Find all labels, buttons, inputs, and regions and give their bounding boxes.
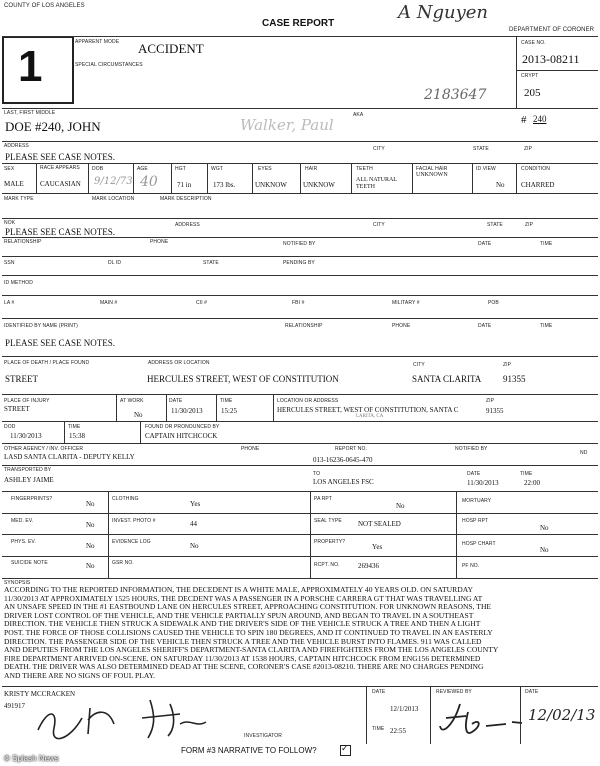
loc-label: LOCATION OR ADDRESS	[277, 398, 339, 404]
death-city-value: SANTA CLARITA	[412, 374, 482, 384]
footer-date-label: DATE	[372, 689, 386, 695]
rev-date-label: DATE	[525, 689, 539, 695]
rcpt-label: RCPT. NO.	[314, 562, 340, 568]
condition-label: CONDITION	[521, 166, 550, 172]
state-label: STATE	[473, 146, 489, 152]
dod-label: DOD	[4, 424, 16, 430]
div-atwork	[116, 394, 117, 421]
race-label: RACE APPEARS	[40, 165, 80, 171]
gsr-label: GSR NO.	[112, 560, 134, 566]
case-no-rule	[516, 70, 598, 71]
div-hair	[351, 163, 352, 193]
apparent-mode-value: ACCIDENT	[138, 41, 204, 56]
rule-dod	[2, 421, 598, 422]
investigator-id: 491917	[4, 702, 25, 710]
mark-location-label: MARK LOCATION	[92, 196, 135, 202]
injury-date-value: 11/30/2013	[171, 407, 203, 415]
reviewer-signature	[436, 696, 526, 742]
synopsis-line: DIRECTION. THE VEHICLE THEN STRUCK A SIDEWALK AND THE DRIVER'S SIDE OF THE VEHICLE STRUCK A TREE AND THEN A LIGHT	[4, 619, 481, 629]
agency-phone-label: PHONE	[241, 446, 260, 452]
place-death-value: STREET	[5, 374, 38, 384]
eyes-value: UNKNOW	[255, 181, 287, 189]
report-no-value: 013-16236-0645-470	[313, 456, 373, 464]
injury-date-label: DATE	[169, 398, 183, 404]
rule-name	[2, 108, 598, 109]
rule-relationship	[2, 237, 598, 238]
investigator-signature	[30, 688, 230, 744]
synopsis-label: SYNOPSIS	[4, 580, 31, 586]
div-wgt	[252, 163, 253, 193]
property-value: Yes	[372, 543, 383, 551]
seal-type-value: NOT SEALED	[358, 520, 401, 528]
case-no-value: 2013-08211	[522, 52, 580, 66]
race-value: CAUCASIAN	[40, 180, 81, 188]
div-hgt	[207, 163, 208, 193]
nok-address-label: ADDRESS	[175, 222, 200, 228]
rule-footer	[2, 686, 598, 687]
case-number-big: 1	[18, 42, 43, 91]
rule-address	[2, 141, 598, 142]
identified-by-label: IDENTIFIED BY NAME (PRINT)	[4, 323, 78, 329]
death-address-label: ADDRESS OR LOCATION	[148, 360, 210, 366]
clothing-value: Yes	[190, 500, 201, 508]
ssn-label: SSN	[4, 260, 15, 266]
mark-type-label: MARK TYPE	[4, 196, 34, 202]
death-zip-value: 91355	[503, 374, 526, 384]
transport-date-label: DATE	[467, 471, 481, 477]
hosp-rpt-value: No	[540, 524, 549, 532]
hair-value: UNKNOW	[303, 181, 335, 189]
rule-nok	[2, 218, 598, 219]
suicide-note-value: No	[86, 562, 95, 570]
med-ev-value: No	[86, 521, 95, 529]
dl-state-label: STATE	[203, 260, 219, 266]
sex-label: SEX	[4, 166, 15, 172]
found-by-label: FOUND OR PRONOUNCED BY	[145, 424, 220, 430]
injury-time-value: 15:25	[221, 407, 237, 415]
cii-label: CII #	[196, 300, 208, 306]
pa-rpt-label: PA RPT	[314, 496, 333, 502]
id-view-label: ID VIEW	[476, 166, 496, 172]
transported-label: TRANSPORTED BY	[4, 467, 52, 473]
case-no-label: CASE NO.	[521, 40, 546, 46]
dl-id-label: DL ID	[108, 260, 122, 266]
special-circumstances-label: SPECIAL CIRCUMSTANCES	[75, 62, 143, 68]
pob-label: POB	[488, 300, 499, 306]
death-address-value: HERCULES STREET, WEST OF CONSTITUTION	[147, 374, 339, 384]
id-method-label: ID METHOD	[4, 280, 33, 286]
report-no-label: REPORT NO.	[335, 446, 367, 452]
fingerprints-value: No	[86, 500, 95, 508]
crypt-value: 205	[524, 87, 541, 99]
injury-zip-value: 91355	[486, 407, 504, 415]
relationship-label: RELATIONSHIP	[4, 239, 42, 245]
rule-death	[2, 356, 598, 357]
div-race	[88, 163, 89, 193]
synopsis-line: AND DEPUTIES FROM THE LOS ANGELES SHERIFF'S DEPARTMENT-SANTA CLARITA AND FIREFIGHTERS FROM THE LOS ANGELES COUNTY	[4, 645, 499, 655]
main-label: MAIN #	[100, 300, 118, 306]
id-relationship-label: RELATIONSHIP	[285, 323, 323, 329]
apparent-mode-label: APPARENT MODE	[75, 39, 120, 45]
div-found	[140, 421, 141, 443]
id-view-value: No	[496, 181, 505, 189]
facial-hair-value: UNKNOWN	[416, 172, 448, 178]
age-value: 40	[140, 174, 158, 190]
phys-ev-label: PHYS. EV.	[11, 539, 36, 545]
dod-time-label: TIME	[68, 424, 81, 430]
div-age	[171, 163, 172, 193]
facial-hair-label: FACIAL HAIR	[416, 166, 448, 172]
ev-row-3	[2, 556, 598, 557]
watermark: © Splash News	[4, 754, 59, 763]
report-title: CASE REPORT	[262, 18, 335, 29]
synopsis-line: AND THERE ARE NO SIGNS OF FOUL PLAY.	[4, 670, 156, 680]
rule-injury	[2, 394, 598, 395]
ev-row-2	[2, 534, 598, 535]
evidence-log-value: No	[190, 542, 199, 550]
suicide-note-label: SUICIDE NOTE	[11, 560, 48, 566]
condition-value: CHARRED	[521, 181, 555, 189]
div-teeth	[412, 163, 413, 193]
div-date	[166, 394, 167, 421]
rule-identified	[2, 318, 598, 319]
wgt-value: 173 lbs.	[213, 181, 236, 189]
wgt-label: WGT	[211, 166, 223, 172]
death-city-label: CITY	[413, 362, 425, 368]
dod-value: 11/30/2013	[10, 432, 42, 440]
div-dob	[133, 163, 134, 193]
phys-ev-value: No	[86, 542, 95, 550]
pf-label: PF NO.	[462, 563, 480, 569]
county-label: COUNTY OF LOS ANGELES	[4, 3, 85, 9]
footer-time-label: TIME	[372, 726, 385, 732]
name-label: LAST, FIRST MIDDLE	[4, 110, 56, 116]
checkbox-check-icon: ✓	[341, 744, 349, 754]
found-by-value: CAPTAIN HITCHCOCK	[145, 432, 218, 440]
military-label: MILITARY #	[392, 300, 420, 306]
synopsis-line: DEATH. THE DRIVER WAS ALSO DETERMINED DEAD AT THE SCENE, CORONER'S CASE #2013-08210. THERE ARE NO CHARGES PENDING	[4, 662, 484, 672]
sex-value: MALE	[4, 180, 24, 188]
seal-type-label: SEAL TYPE	[314, 518, 342, 524]
footer-date-value: 12/1/2013	[390, 705, 419, 713]
id-phone-label: PHONE	[392, 323, 411, 329]
footer-time-value: 22:55	[390, 727, 406, 735]
synopsis-line: FIRE DEPARTMENT ARRIVED ON-SCENE. ON SATURDAY 11/30/2013 AT 1538 HOURS, CAPTAIN HITCHCOCK FROM ENG156 DETERMINED	[4, 653, 481, 663]
crypt-label: CRYPT	[521, 73, 539, 79]
mark-description-label: MARK DESCRIPTION	[160, 196, 212, 202]
nok-zip-label: ZIP	[525, 222, 534, 228]
div-loc	[273, 394, 274, 421]
synopsis-text	[4, 586, 598, 681]
nd-label: ND	[580, 450, 588, 456]
tag-number: 240	[533, 114, 547, 124]
hgt-value: 71 in	[177, 181, 192, 189]
property-label: PROPERTY?	[314, 539, 346, 545]
synopsis-line: DRIVER LOST CONTROL OF THE VEHICLE, AND THE VEHICLE PARTIALLY SPUN AROUND, AND BEGAN TO TRAVEL IN A SOUTHEAST	[4, 610, 474, 620]
handwritten-nguyen: A Nguyen	[398, 2, 488, 23]
synopsis-line: ACCORDING TO THE REPORTED INFORMATION, THE DECEDENT IS A WHITE MALE, APPROXIMATELY 40 YEARS OLD. ON SATURDAY	[4, 585, 473, 594]
dob-label: DOB	[92, 166, 104, 172]
mortuary-label: MORTUARY	[462, 498, 492, 504]
investigator-name: KRISTY MCCRACKEN	[4, 690, 76, 698]
injury-value: STREET	[4, 405, 30, 413]
dob-value: 9/12/73	[94, 176, 133, 187]
rcpt-value: 269436	[358, 562, 379, 570]
rule-transport	[2, 465, 598, 466]
synopsis-line: AN UNSAFE SPEED IN THE #1 EASTBOUND LANE ON HERCULES STREET, APPROACHING CONSTITUTION. FOR UNKNOWN REASONS, THE	[4, 602, 492, 612]
pending-by-label: PENDING BY	[283, 260, 315, 266]
tag-hash: #	[521, 114, 527, 126]
div-idview	[516, 163, 517, 193]
zip-label: ZIP	[524, 146, 533, 152]
nok-date-label: DATE	[478, 241, 492, 247]
rule-agency	[2, 443, 598, 444]
loc-overflow: LARITA, CA	[356, 414, 384, 419]
evidence-log-label: EVIDENCE LOG	[112, 539, 151, 545]
investigator-label: INVESTIGATOR	[244, 733, 282, 739]
invest-photo-label: INVEST. PHOTO #	[112, 518, 156, 524]
div-date	[366, 686, 367, 744]
hosp-rpt-label: HOSP RPT	[462, 518, 489, 524]
div-dodtime	[64, 421, 65, 443]
transported-value: ASHLEY JAIME	[4, 476, 54, 484]
id-time-label: TIME	[540, 323, 553, 329]
injury-time-label: TIME	[220, 398, 233, 404]
dod-time-value: 15:38	[69, 432, 85, 440]
place-death-label: PLACE OF DEATH / PLACE FOUND	[4, 360, 90, 366]
city-label: CITY	[373, 146, 385, 152]
notified-by-label: NOTIFIED BY	[283, 241, 316, 247]
nok-label: NOK	[4, 220, 16, 226]
nok-state-label: STATE	[487, 222, 503, 228]
la-label: LA #	[4, 300, 15, 306]
id-date-label: DATE	[478, 323, 492, 329]
reviewed-by-label: REVIEWED BY	[436, 689, 472, 695]
case-no-divider	[516, 36, 517, 108]
age-label: AGE	[137, 166, 148, 172]
address-label: ADDRESS	[4, 143, 29, 149]
teeth-value: ALL NATURAL TEETH	[356, 177, 397, 190]
at-work-label: AT WORK	[120, 398, 144, 404]
synopsis-line: POST. THE FORCE OF THOSE COLLISIONS CAUSED THE VEHICLE TO SPIN 180 DEGREES, AND IT CONTINUED TO TRAVEL IN AN EASTERLY	[4, 627, 493, 637]
pa-rpt-value: No	[396, 502, 405, 510]
header-rule	[2, 36, 598, 37]
injury-zip-label: ZIP	[486, 398, 495, 404]
div-reviewed	[430, 686, 431, 744]
div-time	[216, 394, 217, 421]
transport-time-value: 22:00	[524, 479, 540, 487]
rev-date-value: 12/02/13	[528, 706, 596, 724]
rule-idmethod	[2, 275, 598, 276]
rule-numbers	[2, 295, 598, 296]
stamp-number: 2183647	[424, 87, 487, 103]
ev-row-1	[2, 513, 598, 514]
teeth-label: TEETH	[356, 166, 373, 172]
decedent-name: DOE #240, JOHN	[5, 119, 101, 134]
rule-synopsis	[2, 578, 598, 579]
at-work-value: No	[134, 411, 143, 419]
invest-photo-value: 44	[190, 520, 197, 528]
hosp-chart-value: No	[540, 546, 549, 554]
eyes-label: EYES	[258, 166, 272, 172]
fingerprints-label: FINGERPRINTS?	[11, 496, 53, 502]
clothing-label: CLOTHING	[112, 496, 139, 502]
to-value: LOS ANGELES FSC	[313, 478, 374, 486]
div-sex	[36, 163, 37, 193]
synopsis-line: 11/30/2013 AT APPROXIMATELY 1525 HOURS, THE DECDENT WAS A PASSENGER IN A PORSCHE CARRERA GT THAT WAS TRAVELLING AT	[4, 593, 483, 603]
rule-mark	[2, 193, 598, 194]
div-rev-date	[520, 686, 521, 744]
hair-label: HAIR	[305, 166, 318, 172]
form-prompt: FORM #3 NARRATIVE TO FOLLOW?	[181, 746, 317, 755]
synopsis-line: DIRECTION. THE PASSENGER SIDE OF THE VEHICLE THEN STRUCK A TREE AND THE VEHICLE BURST INTO FLAMES. 911 WAS CALLED	[4, 636, 482, 646]
med-ev-label: MED. EV.	[11, 518, 34, 524]
aka-label: AKA	[353, 112, 364, 118]
handwritten-walker: Walker, Paul	[240, 116, 334, 134]
death-zip-label: ZIP	[503, 362, 512, 368]
transport-time-label: TIME	[520, 471, 533, 477]
agency-value: LASD SANTA CLARITA - DEPUTY KELLY	[4, 453, 135, 461]
nok-value: PLEASE SEE CASE NOTES.	[5, 227, 116, 237]
agency-label: OTHER AGENCY / INV. OFFICER	[4, 446, 84, 452]
to-label: TO	[313, 471, 321, 477]
loc-value: HERCULES STREET, WEST OF CONSTITUTION, SANTA C	[277, 406, 459, 414]
div-facial	[472, 163, 473, 193]
rule-evidence	[2, 491, 598, 492]
decedent-address: PLEASE SEE CASE NOTES.	[5, 152, 116, 162]
fbi-label: FBI #	[292, 300, 305, 306]
injury-label: PLACE OF INJURY	[4, 398, 50, 404]
agency-notified-label: NOTIFIED BY	[455, 446, 488, 452]
nok-time-label: TIME	[540, 241, 553, 247]
nok-city-label: CITY	[373, 222, 385, 228]
phone-label: PHONE	[150, 239, 169, 245]
identified-value: PLEASE SEE CASE NOTES.	[5, 338, 116, 348]
hgt-label: HGT	[175, 166, 186, 172]
div-eyes	[300, 163, 301, 193]
department-label: DEPARTMENT OF CORONER	[509, 27, 595, 33]
rule-ssn	[2, 256, 598, 257]
hosp-chart-label: HOSP CHART	[462, 541, 496, 547]
transport-date-value: 11/30/2013	[467, 479, 499, 487]
